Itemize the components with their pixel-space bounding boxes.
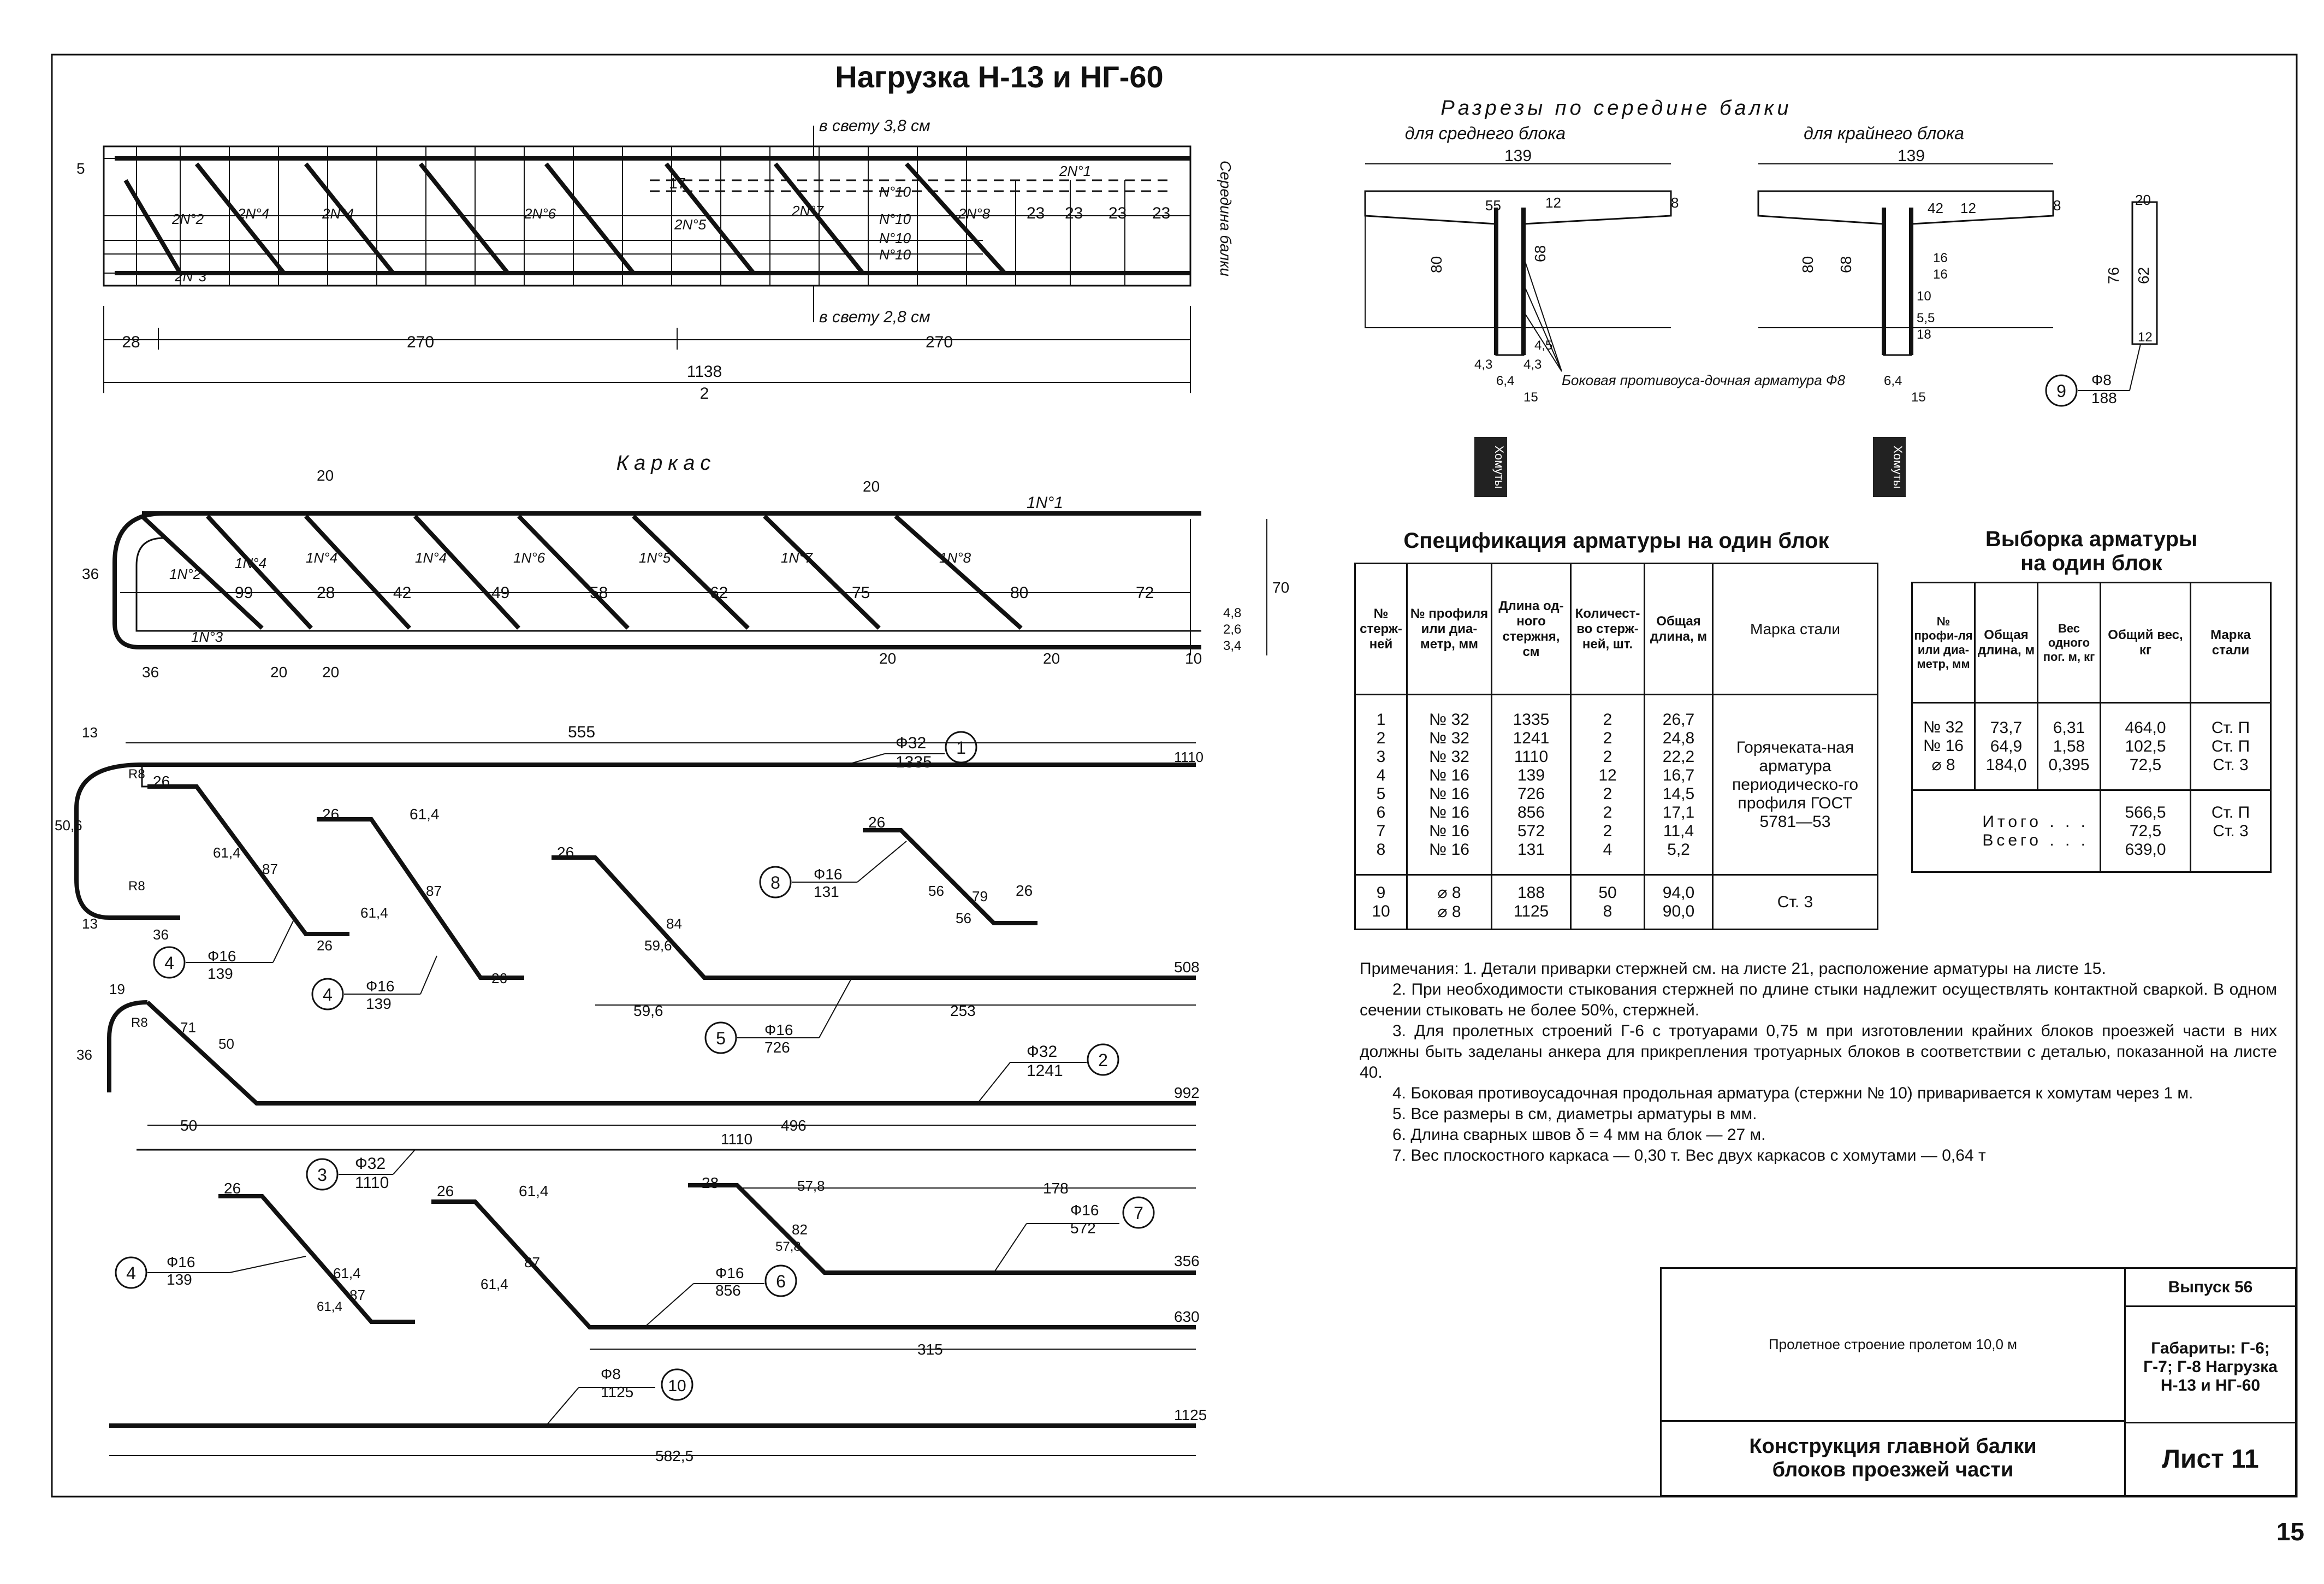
bar-9-dim: 76 (2105, 267, 2122, 284)
frame-dim: 2,6 (1223, 622, 1242, 637)
beam-middle-label: Середина балки (1217, 160, 1234, 277)
bar-6-dim: 630 (1174, 1308, 1200, 1325)
bar-4a-number: 4 (164, 953, 174, 973)
beam-label: N°10 (879, 211, 911, 227)
frame-dim: 20 (317, 467, 334, 484)
section-edge-dim: 6,4 (1884, 374, 1902, 388)
bar-4c-dim: 87 (349, 1287, 365, 1303)
beam-label: 2N°3 (175, 268, 207, 285)
bar-8-len: 131 (814, 883, 839, 900)
title-block (1660, 1267, 2297, 1497)
frame-spacing: 75 (852, 584, 870, 602)
bar-9-len: 188 (2091, 389, 2117, 406)
frame-label: 1N°4 (415, 549, 447, 566)
light-bottom-label: в свету 2,8 см (819, 308, 930, 326)
section-edge-dim: 8 (2053, 197, 2061, 214)
spec-cell: 26,7 24,8 22,2 16,7 14,5 17,1 11,4 5,2 (1645, 695, 1713, 875)
sections-edge-label: для крайнего блока (1804, 123, 1964, 143)
section-edge-dim: 16 (1933, 267, 1948, 282)
light-top-label: в свету 3,8 см (819, 117, 930, 135)
spec-cell: ⌀ 8 ⌀ 8 (1407, 875, 1492, 930)
section-mid-dim: 4,3 (1474, 357, 1493, 372)
selection-header: Марка стали (2191, 583, 2271, 703)
bar-2-dim: 19 (109, 981, 125, 997)
section-edge-dim: 12 (1960, 200, 1976, 216)
bar-3-number: 3 (317, 1165, 327, 1185)
bar-1-dim: 1110 (1174, 749, 1204, 765)
frame-label: 1N°4 (306, 549, 338, 566)
bar-4b-dia: Ф16 (366, 978, 395, 995)
section-mid-width: 139 (1504, 147, 1532, 165)
spec-cell: № 32 № 32 № 32 № 16 № 16 № 16 № 16 № 16 (1407, 695, 1492, 875)
bar-4b-dim: 26 (322, 806, 340, 823)
bar-7-dim: 57,8 (775, 1239, 801, 1254)
section-mid-dim: 12 (1545, 194, 1561, 211)
bar-2-dim: 992 (1174, 1084, 1200, 1101)
bar-5-dim: 253 (950, 1002, 976, 1019)
bar-8-dia: Ф16 (814, 866, 843, 883)
bar-10-number: 10 (668, 1377, 686, 1395)
bar-4a-dim: 87 (262, 861, 278, 877)
frame-dim: 3,4 (1223, 639, 1242, 653)
spec-cell: 188 1125 (1492, 875, 1571, 930)
bar-1-number: 1 (956, 738, 966, 758)
clamp-stamp-left-text: Хомуты (1492, 445, 1506, 489)
section-edge-dim: 15 (1911, 390, 1926, 405)
sections-title: Разрезы по середине балки (1440, 97, 1792, 120)
beam-spacing: 23 (1108, 204, 1127, 222)
beam-spacing: 23 (1027, 204, 1045, 222)
selection-header: Общая длина, м (1975, 583, 2038, 703)
itogo-label: Итого . . . (1982, 812, 2089, 831)
section-edge-dim: 18 (1917, 327, 1931, 342)
frame-dim: 4,8 (1223, 606, 1242, 620)
bar-4a-dim: 26 (153, 773, 170, 790)
stamp-title: Конструкция главной балки блоков проезжей части (1662, 1422, 2126, 1495)
frame-spacing: 72 (1136, 584, 1154, 602)
section-mid-dim: 8 (1671, 194, 1679, 211)
bar-1-dim: 13 (82, 915, 98, 932)
beam-dim-17: 17 (669, 175, 686, 192)
selection-table (1911, 582, 2272, 873)
frame-label: 1N°8 (939, 549, 971, 566)
bar-5-number: 5 (716, 1029, 726, 1048)
selection-header: Общий вес, кг (2101, 583, 2191, 703)
section-edge-dim: 80 (1799, 256, 1816, 273)
selection-cell: 73,7 64,9 184,0 (1975, 703, 2038, 790)
bar-2-dim: 50 (218, 1036, 234, 1052)
bar-8-dim: 26 (1016, 882, 1033, 899)
bar-2-dim: 36 (76, 1047, 92, 1063)
selection-totals-steel: Ст. П Ст. 3 (2191, 790, 2271, 872)
bar-4c-dim: 61,4 (317, 1299, 342, 1314)
bar-9-dia: Ф8 (2091, 371, 2112, 388)
bar-6-dim: 26 (437, 1183, 454, 1199)
selection-cell: 464,0 102,5 72,5 (2101, 703, 2191, 790)
bar-1-dim: R8 (128, 879, 145, 894)
bar-3-len: 1110 (355, 1174, 389, 1192)
bar-10-dia: Ф8 (601, 1366, 621, 1382)
frame-dim: 20 (322, 664, 340, 681)
section-mid-dim: 80 (1428, 256, 1445, 273)
section-mid-dim: 68 (1532, 245, 1549, 262)
bar-9-number: 9 (2056, 381, 2066, 401)
bar-1-len: 1335 (896, 753, 932, 771)
selection-cell: № 32 № 16 ⌀ 8 (1912, 703, 1975, 790)
bar-1-dia: Ф32 (896, 734, 927, 752)
selection-title (1911, 527, 2272, 575)
frame-dim: 36 (142, 664, 159, 681)
bar-4a-dim: 61,4 (213, 844, 241, 861)
selection-totals-labels (1912, 790, 2101, 872)
selection-totals-values: 566,5 72,5 639,0 (2101, 790, 2191, 872)
bar-7-number: 7 (1134, 1203, 1143, 1223)
frame-label: 1N°4 (235, 555, 267, 571)
beam-label: N°10 (879, 184, 911, 200)
beam-label: 2N°2 (172, 211, 204, 227)
bar-4b-dim: 61,4 (410, 806, 440, 823)
frame-spacing: 58 (590, 584, 608, 602)
frame-dim: 20 (879, 650, 897, 667)
beam-label: 2N°5 (674, 216, 707, 233)
notes (1360, 959, 2277, 1166)
note: 3. Для пролетных строений Г-6 с тротуарами 0,75 м при изготовлении крайних блоков проезжей части в них должны быть заделаны анкера для прикрепления тротуарных блоков в соответствии с деталью, показанной на листе 40. (1360, 1022, 2277, 1081)
bar-7-len: 572 (1070, 1220, 1096, 1237)
bar-1-dim: 555 (568, 723, 596, 741)
page-title: Нагрузка Н-13 и НГ-60 (835, 60, 1164, 94)
spec-header: № профиля или диа-метр, мм (1407, 564, 1492, 695)
frame-dim: 10 (1185, 650, 1202, 667)
bar-4b-dim: 61,4 (360, 905, 388, 921)
bar-4c-dim: 26 (224, 1180, 241, 1197)
bar-7-dim: 356 (1174, 1252, 1200, 1269)
bar-4b-len: 139 (366, 995, 392, 1012)
stamp-sheet: Лист 11 (2126, 1422, 2295, 1495)
bar-6-dim: 87 (524, 1254, 540, 1270)
bar-10-dim: 582,5 (655, 1447, 694, 1464)
spec-steel: Горячеката-ная арматура периодическо-го профиля ГОСТ 5781—53 (1713, 695, 1878, 875)
bar-1-dim: 36 (153, 926, 169, 943)
spec-steel: Ст. 3 (1713, 875, 1878, 930)
beam-label: N°10 (879, 246, 911, 263)
bar-2-number: 2 (1098, 1050, 1108, 1070)
bar-7-dia: Ф16 (1070, 1202, 1099, 1219)
frame-spacing: 62 (710, 584, 728, 602)
beam-label: 2N°4 (322, 205, 354, 222)
frame-spacing: 42 (393, 584, 412, 602)
section-mid-dim: 4,5 (1534, 338, 1553, 353)
frame-dim: 20 (1043, 650, 1060, 667)
bar-1-dim: 50,6 (55, 817, 82, 834)
beam-label: 2N°6 (524, 205, 556, 222)
clamp-stamp-right-text: Хомуты (1891, 445, 1905, 489)
beam-dim: 270 (406, 333, 435, 351)
bar-2-len: 1241 (1027, 1062, 1063, 1080)
bar-6-dim: 61,4 (481, 1276, 508, 1292)
bar-2-dim: 71 (180, 1019, 196, 1036)
frame-label: 1N°6 (513, 549, 546, 566)
bar-5-dim: 84 (666, 915, 682, 932)
selection-header: Вес одного пог. м, кг (2038, 583, 2101, 703)
section-edge-dim: 5,5 (1917, 311, 1935, 326)
note: 2. При необходимости стыкования стержней по длине стыки надлежит осуществлять контактной сваркой. В одном сечении стыковать не более 50%, стержней. (1360, 980, 2277, 1019)
section-edge-dim: 16 (1933, 251, 1948, 265)
section-edge-dim: 10 (1917, 289, 1931, 304)
frame-dim: 36 (82, 565, 99, 582)
bar-4a-dia: Ф16 (208, 948, 236, 965)
spec-cell: 9 10 (1355, 875, 1407, 930)
bar-9-dim: 62 (2135, 267, 2152, 284)
spec-header: Общая длина, м (1645, 564, 1713, 695)
frame-dim: 70 (1272, 579, 1290, 596)
frame-label: 1N°1 (1027, 494, 1064, 512)
spec-title: Спецификация арматуры на один блок (1403, 529, 1829, 553)
spec-header: Марка стали (1713, 564, 1878, 695)
bar-4c-number: 4 (126, 1263, 136, 1283)
bar-6-dia: Ф16 (715, 1264, 744, 1281)
beam-dim-5: 5 (76, 160, 85, 177)
note: 6. Длина сварных швов δ = 4 мм на блок — 27 м. (1392, 1126, 1766, 1144)
selection-title-2: на один блок (2020, 551, 2162, 575)
bar-5-dim: 26 (557, 844, 574, 861)
bar-4c-dim: 61,4 (333, 1265, 361, 1281)
section-mid-dim: 4,3 (1523, 357, 1542, 372)
note: 7. Вес плоскостного каркаса — 0,30 т. Вес двух каркасов с хомутами — 0,64 т (1392, 1146, 1986, 1165)
bar-6-dim: 61,4 (519, 1183, 549, 1199)
spec-table (1354, 563, 1878, 930)
section-mid-dim: 15 (1523, 390, 1538, 405)
spec-cell: 94,0 90,0 (1645, 875, 1713, 930)
bar-5-dim: 508 (1174, 959, 1200, 976)
bar-8-dim: 56 (956, 910, 971, 926)
frame-label: 1N°2 (169, 566, 201, 582)
bar-10-dim: 1125 (1174, 1406, 1207, 1423)
spec-header: Длина од-ного стержня, см (1492, 564, 1571, 695)
beam-label: 2N°8 (958, 205, 991, 222)
frame-label: 1N°5 (639, 549, 671, 566)
stamp-span: Пролетное строение пролетом 10,0 м (1662, 1269, 2126, 1422)
beam-dim: 270 (925, 333, 953, 351)
spec-header: № стерж-ней (1355, 564, 1407, 695)
bar-4a-dim: 26 (317, 937, 333, 954)
sections-middle-label: для среднего блока (1404, 123, 1566, 143)
frame-spacing: 49 (491, 584, 510, 602)
bar-7-dim: 82 (792, 1221, 808, 1238)
bar-4a-len: 139 (208, 965, 233, 982)
bar-4b-dim: 87 (426, 883, 442, 899)
beam-label: 2N°1 (1059, 163, 1092, 179)
spec-cell: 1 2 3 4 5 6 7 8 (1355, 695, 1407, 875)
note: 4. Боковая противоусадочная продольная арматура (стержни № 10) приваривается к хомутам через 1 м. (1392, 1084, 2193, 1102)
frame-spacing: 99 (235, 584, 253, 602)
spec-cell: 1335 1241 1110 139 726 856 572 131 (1492, 695, 1571, 875)
vsego-label: Всего . . . (1982, 831, 2089, 849)
stamp-gabarits: Габариты: Г-6; Г-7; Г-8 Нагрузка Н-13 и НГ-60 (2143, 1339, 2278, 1394)
stamp-issue: Выпуск 56 (2126, 1269, 2295, 1307)
beam-spacing: 23 (1065, 204, 1083, 222)
section-edge-dim: 42 (1928, 200, 1943, 216)
selection-header: № профи-ля или диа-метр, мм (1912, 583, 1975, 703)
section-edge-width: 139 (1897, 147, 1925, 165)
section-mid-dim: 6,4 (1496, 374, 1515, 388)
section-mid-dim: 55 (1485, 197, 1501, 214)
bar-1-dim: 13 (82, 724, 98, 741)
note: 5. Все размеры в см, диаметры арматуры в мм. (1392, 1105, 1757, 1123)
beam-spacing: 23 (1152, 204, 1171, 222)
selection-cell: Ст. П Ст. П Ст. 3 (2191, 703, 2271, 790)
bar-2-dim: 50 (180, 1117, 198, 1134)
bar-7-dim: 28 (702, 1174, 719, 1191)
selection-cell: 6,31 1,58 0,395 (2038, 703, 2101, 790)
beam-total-num: 1138 (686, 363, 722, 381)
bar-4b-number: 4 (323, 985, 333, 1004)
page-number: 15 (2276, 1517, 2304, 1546)
spec-header: Количест-во стерж-ней, шт. (1571, 564, 1645, 695)
frame-title: Каркас (616, 452, 716, 475)
bar-6-number: 6 (776, 1272, 786, 1291)
bar-10-len: 1125 (601, 1384, 634, 1400)
selection-title-1: Выборка арматуры (1985, 527, 2198, 551)
bar-8-dim: 79 (972, 888, 988, 905)
frame-dim: 20 (863, 478, 880, 495)
bar-2-dia: Ф32 (1027, 1043, 1058, 1061)
frame-label: 1N°3 (191, 629, 223, 645)
bar-8-dim: 56 (928, 883, 944, 899)
note: Примечания: 1. Детали приварки стержней см. на листе 21, расположение арматуры на листе 15. (1360, 960, 2106, 978)
bar-9-dim: 12 (2138, 330, 2153, 345)
spec-cell: 2 2 2 12 2 2 2 4 (1571, 695, 1645, 875)
bar-4c-len: 139 (167, 1271, 192, 1288)
bar-9-dim: 20 (2135, 192, 2151, 208)
frame-spacing: 80 (1010, 584, 1029, 602)
bar-8-number: 8 (770, 873, 780, 893)
bar-4b-dim: 26 (491, 970, 507, 986)
anti-shrink-label: Боковая противоуса-дочная арматура Ф8 (1562, 372, 1846, 388)
bar-5-len: 726 (764, 1039, 790, 1056)
bar-2-dim: 496 (781, 1117, 807, 1134)
beam-total-den: 2 (699, 385, 709, 403)
frame-dim: 20 (270, 664, 288, 681)
bar-2-dim: R8 (131, 1015, 148, 1030)
bar-5-dia: Ф16 (764, 1021, 793, 1038)
bar-7-dim: 178 (1043, 1180, 1069, 1197)
beam-label: 2N°4 (238, 205, 270, 222)
bar-5-dim: 59,6 (644, 937, 672, 954)
frame-spacing: 28 (317, 584, 335, 602)
bar-8-dim: 26 (868, 814, 886, 831)
beam-dim: 28 (122, 333, 140, 351)
frame-label: 1N°7 (781, 549, 813, 566)
beam-label: 2N°7 (792, 203, 824, 219)
beam-label: N°10 (879, 230, 911, 246)
section-edge-dim: 68 (1837, 256, 1854, 273)
spec-cell: 50 8 (1571, 875, 1645, 930)
bar-7-dim: 57,8 (797, 1178, 825, 1194)
bar-5-dim: 59,6 (633, 1002, 663, 1019)
bar-3-dia: Ф32 (355, 1155, 386, 1173)
bar-6-len: 856 (715, 1282, 741, 1299)
bar-6-dim: 315 (917, 1341, 943, 1358)
bar-3-dim: 1110 (721, 1131, 753, 1148)
bar-4c-dia: Ф16 (167, 1254, 195, 1270)
bar-1-dim: R8 (128, 767, 145, 782)
